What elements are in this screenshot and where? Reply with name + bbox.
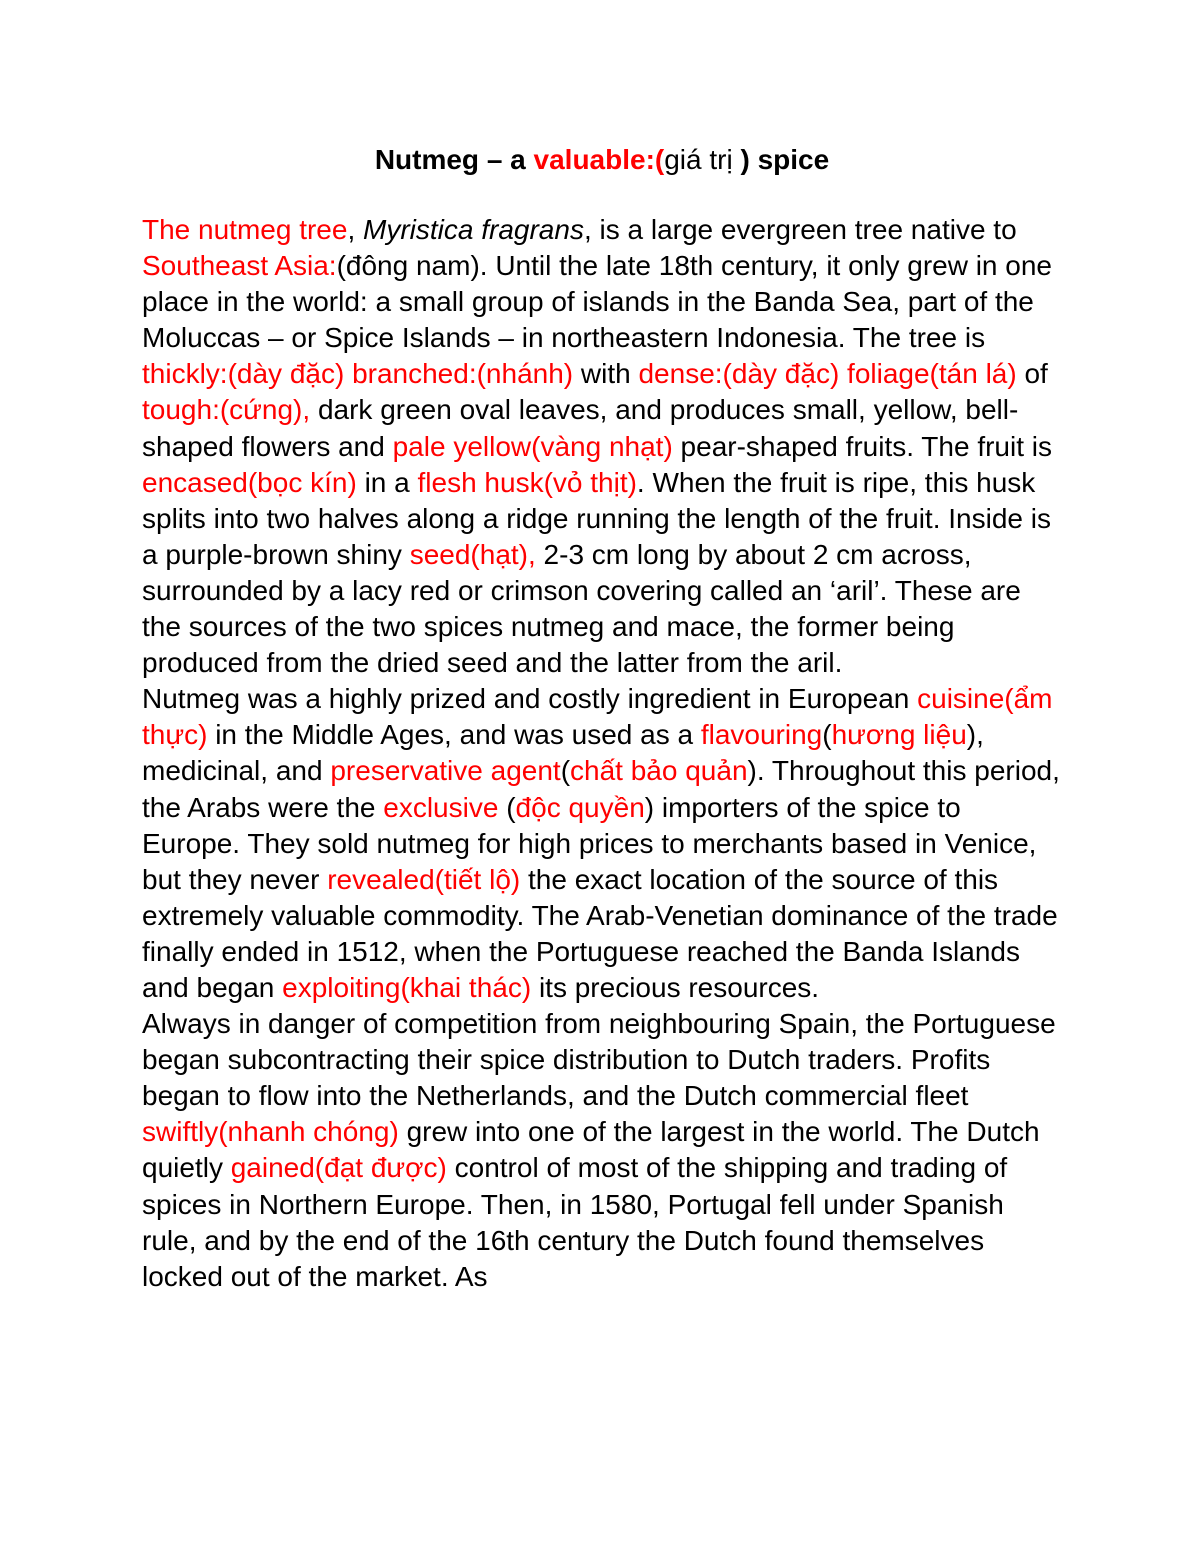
vocab-highlight: dense:(dày đặc) foliage(tán lá) [638,358,1017,390]
vocab-highlight: revealed(tiết lộ) [327,863,521,895]
paragraph-text: ( [822,719,832,751]
vocab-highlight: hương liệu [831,719,967,751]
paragraph-text: ( [560,755,571,787]
paragraph-text: control of most of the shipping and trading of spices in Northern Europe. Then, in 1580, Portugal fell under Spanish rule, and by the end of the 16th century the Dutch found themselves locked out of the market. As [142,1152,1008,1292]
paragraph-text: , is a large evergreen tree native to [583,214,1017,245]
vocab-highlight: The nutmeg tree [142,214,348,245]
paragraph-text: in a [356,466,418,498]
paragraph-text: ( [498,791,516,823]
vocab-highlight: pale yellow(vàng nhạt) [392,430,673,462]
vocab-highlight: exploiting(khai thác) [282,971,532,1003]
vocab-highlight: swiftly(nhanh chóng) [142,1116,399,1148]
vocab-highlight: tough:(cứng), [142,394,311,426]
vocab-highlight: flesh husk(vỏ thịt) [417,466,637,498]
paragraph-text: the exact location of the source of this extremely valuable commodity. The Arab-Venetian dominance of the trade finally ended in 1512, when the Portuguese reached the Banda Islands and began [142,863,1058,1003]
paragraph [142,212,1062,681]
paragraph-text: (đông nam). Until the late 18th century, it only grew in one place in the world: a small group of islands in the Banda Sea, part of the Moluccas – or Spice Islands – in northeastern Indonesia. The tree is [142,250,1052,354]
title-translation: giá trị [664,144,741,175]
title-highlight: valuable:( [533,144,665,175]
title-text-end: ) spice [740,144,830,175]
paragraph-text: ) importers of the spice to Europe. They sold nutmeg for high prices to merchants based in Venice, but they never [142,791,1037,895]
paragraph [142,1006,1062,1295]
vocab-highlight: độc quyền [515,791,645,823]
paragraph-text: of [1016,358,1048,390]
document-page [142,140,1062,1295]
paragraph-text: grew into one of the largest in the world. The Dutch quietly [142,1116,1040,1184]
vocab-highlight: preservative agent [330,755,561,787]
paragraph-text: Always in danger of competition from neighbouring Spain, the Portuguese began subcontracting their spice distribution to Dutch traders. Profits began to flow into the Netherlands, and the Dutch commercial fleet [142,1008,1056,1112]
paragraph-text: , [347,214,364,245]
paragraph-text: 2-3 cm long by about 2 cm across, surrounded by a lacy red or crimson covering called an ‘aril’. These are the sources of the two spices nutmeg and mace, the former being produced from the dried seed and the latter from the aril. [142,538,1021,679]
paragraph-text: with [573,358,639,390]
paragraph-text: dark green oval leaves, and produces small, yellow, bell-shaped flowers and [142,394,1019,462]
vocab-highlight: Southeast Asia: [142,250,337,282]
vocab-highlight: chất bảo quản [570,755,748,787]
scientific-name: Myristica fragrans [363,214,584,245]
paragraph-text: in the Middle Ages, and was used as a [207,719,701,751]
document-title [142,140,1062,180]
vocab-highlight: gained(đạt được) [230,1152,447,1184]
vocab-highlight: cuisine(ẩm thực) [142,683,1053,751]
vocab-highlight: flavouring [700,719,823,751]
paragraph-text: its precious resources. [531,971,820,1003]
vocab-highlight: thickly:(dày đặc) branched:(nhánh) [142,358,574,390]
vocab-highlight: exclusive [383,791,499,823]
paragraph-text: ). Throughout this period, the Arabs were the [142,755,1060,823]
vocab-highlight: encased(bọc kín) [142,466,357,498]
paragraph-text: ), medicinal, and [142,719,984,787]
paragraph-text: . When the fruit is ripe, this husk splits into two halves along a ridge running the length of the fruit. Inside is a purple-brown shiny [142,466,1051,570]
title-text: Nutmeg – a [374,144,534,175]
document-body [142,212,1062,1295]
paragraph-text: Nutmeg was a highly prized and costly ingredient in European [142,683,918,715]
paragraph-text: pear-shaped fruits. The fruit is [672,430,1052,462]
paragraph [142,681,1062,1006]
vocab-highlight: seed(hạt), [409,538,536,570]
